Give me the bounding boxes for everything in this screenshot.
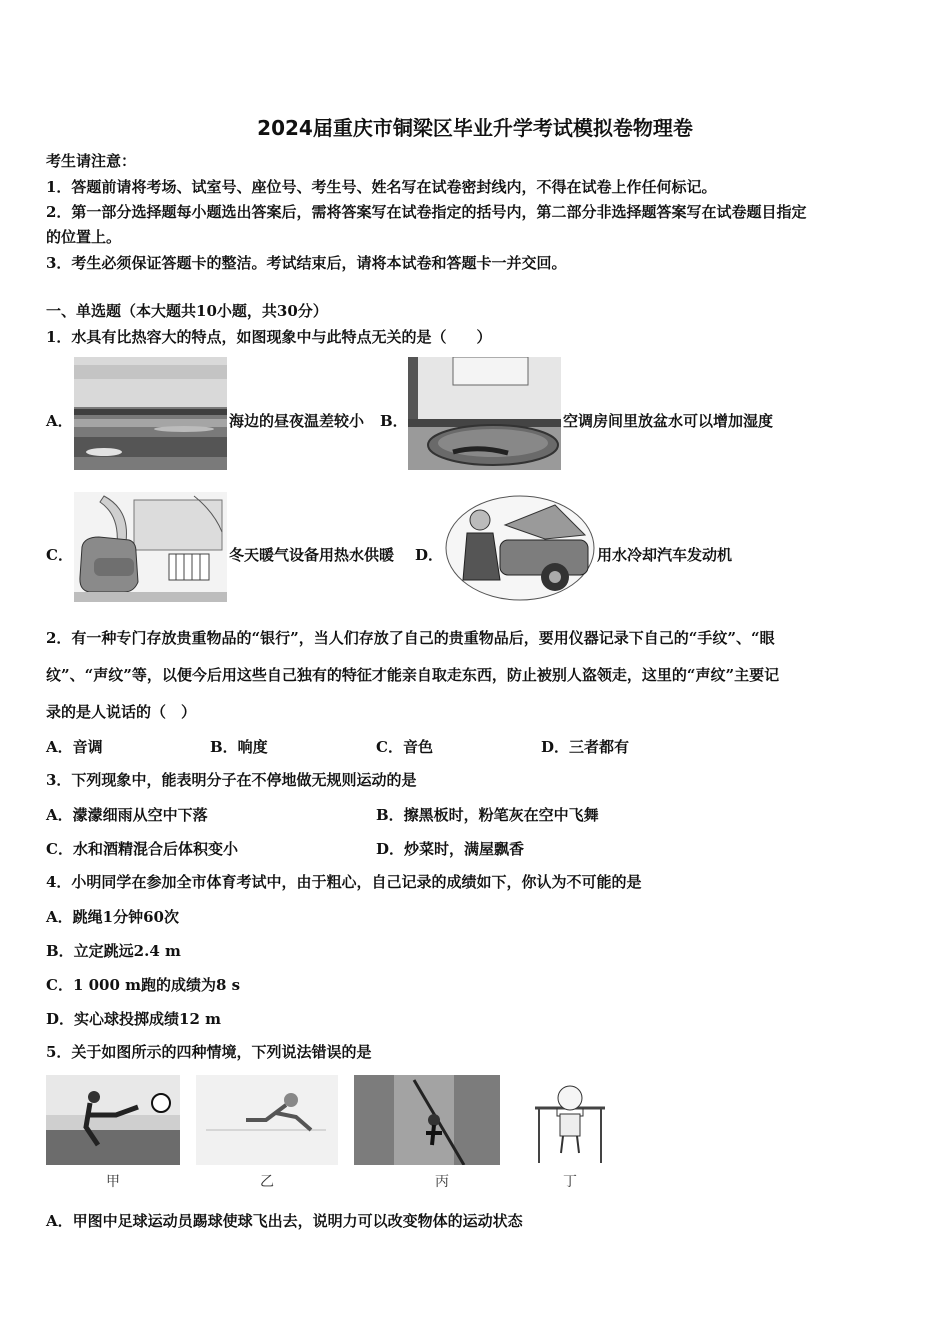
section-heading: 一、单选题（本大题共10小题，共30分）: [46, 302, 328, 320]
q1-stem: 1．水具有比热容大的特点，如图现象中与此特点无关的是（ ）: [46, 328, 492, 346]
q3-option-d: D．炒菜时，满屋飘香: [376, 840, 525, 858]
pull-up-image: [527, 1078, 613, 1165]
q2-stem-line-1: 2．有一种专门存放贵重物品的“银行”，当人们存放了自己的贵重物品后，要用仪器记录下自己的“手纹”、“眼: [46, 629, 775, 647]
q1-option-a-text: 海边的昼夜温差较小: [229, 412, 365, 430]
q1-option-c-text: 冬天暖气设备用热水供暖: [229, 546, 395, 564]
q2-option-c: C．音色: [376, 738, 433, 756]
room-basin-image: [408, 357, 561, 470]
q1-option-d-text: 用水冷却汽车发动机: [597, 546, 733, 564]
q1-option-b-text: 空调房间里放盆水可以增加湿度: [563, 412, 774, 430]
q1-option-b-label: B．: [380, 412, 408, 430]
q4-option-c: C．1 000 m跑的成绩为8 s: [46, 976, 241, 994]
q4-option-d: D．实心球投掷成绩12 m: [46, 1010, 221, 1028]
q3-option-b: B．擦黑板时，粉笔灰在空中飞舞: [376, 806, 599, 824]
q1-option-d-label: D．: [415, 546, 444, 564]
page-title: 2024届重庆市铜梁区毕业升学考试模拟卷物理卷: [257, 116, 693, 140]
caption-yi: 乙: [260, 1174, 274, 1190]
heater-sofa-image: [74, 492, 227, 602]
notice-item-2-cont: 的位置上。: [46, 228, 122, 246]
notice-heading: 考生请注意：: [46, 152, 137, 170]
q2-option-b: B．响度: [210, 738, 268, 756]
q3-option-a: A．濛濛细雨从空中下落: [46, 806, 208, 824]
q1-option-c-label: C．: [46, 546, 73, 564]
q2-stem-line-2: 纹”、“声纹”等，以便今后用这些自己独有的特征才能亲自取走东西，防止被别人盗领走，这里的“声纹”主要记: [46, 666, 780, 684]
long-jump-image: [196, 1075, 338, 1165]
q5-stem: 5．关于如图所示的四种情境，下列说法错误的是: [46, 1043, 372, 1061]
pole-vault-image: [354, 1075, 500, 1165]
q4-stem: 4．小明同学在参加全市体育考试中，由于粗心，自己记录的成绩如下，你认为不可能的是: [46, 873, 642, 891]
q3-option-c: C．水和酒精混合后体积变小: [46, 840, 238, 858]
seaside-image: [74, 357, 227, 470]
car-engine-image: [445, 495, 595, 602]
q1-option-a-label: A．: [46, 412, 73, 430]
q2-option-d: D．三者都有: [541, 738, 630, 756]
q2-option-a: A．音调: [46, 738, 103, 756]
q2-stem-line-3: 录的是人说话的（ ）: [46, 703, 197, 721]
notice-item-1: 1．答题前请将考场、试室号、座位号、考生号、姓名写在试卷密封线内，不得在试卷上作任何标记。: [46, 178, 717, 196]
q5-option-a: A．甲图中足球运动员踢球使球飞出去，说明力可以改变物体的运动状态: [46, 1212, 523, 1230]
soccer-kick-image: [46, 1075, 180, 1165]
q4-option-a: A．跳绳1分钟60次: [46, 908, 179, 926]
caption-ding: 丁: [563, 1174, 577, 1190]
notice-item-2: 2．第一部分选择题每小题选出答案后，需将答案写在试卷指定的括号内，第二部分非选择题答案写在试卷题目指定: [46, 203, 807, 221]
q4-option-b: B．立定跳远2.4 m: [46, 942, 181, 960]
caption-bing: 丙: [435, 1174, 449, 1190]
notice-item-3: 3．考生必须保证答题卡的整洁。考试结束后，请将本试卷和答题卡一并交回。: [46, 254, 567, 272]
caption-jia: 甲: [106, 1174, 120, 1190]
q3-stem: 3．下列现象中，能表明分子在不停地做无规则运动的是: [46, 771, 417, 789]
